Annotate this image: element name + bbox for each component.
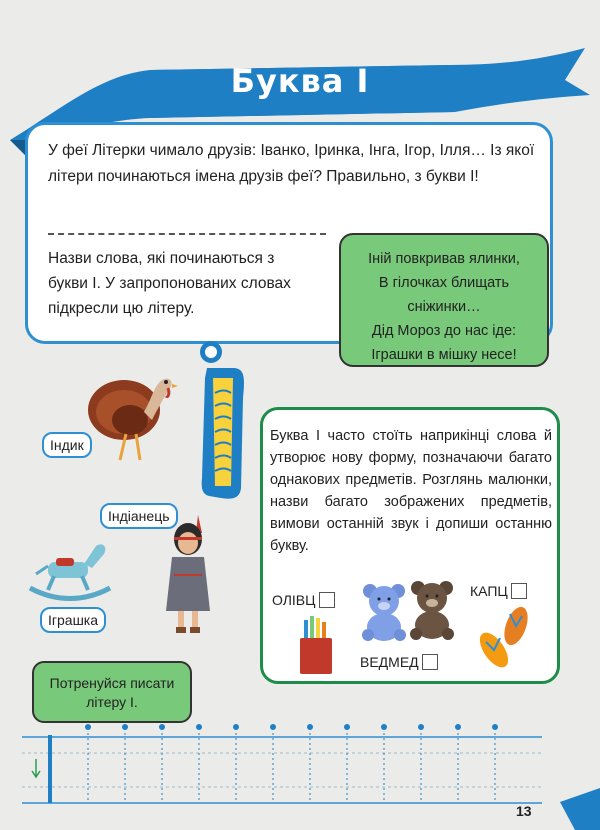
corner-decoration — [555, 780, 600, 830]
rocking-horse-icon — [26, 540, 114, 602]
poem-line: Іній повкривав ялинки, — [368, 251, 520, 267]
word-olivts-label: ОЛІВЦ — [272, 592, 316, 608]
poem-line: Дід Мороз до нас іде: — [371, 323, 517, 339]
answer-box-kapts[interactable] — [511, 583, 527, 599]
practice-text: Потренуйся писати літеру І. — [49, 675, 175, 710]
poem-line: Іграшки в мішку несе! — [371, 347, 517, 363]
page-title: Буква І — [230, 62, 370, 100]
letter-i-illustration — [193, 338, 251, 506]
answer-box-olivts[interactable] — [319, 592, 335, 608]
label-ihrashka: Іграшка — [40, 607, 106, 633]
task-text: Назви слова, які починаються з букви І. У запропонованих словах підкресли цю літеру. — [48, 250, 291, 317]
word-vedmed — [360, 654, 438, 670]
answer-box-vedmed[interactable] — [422, 654, 438, 670]
intro-text: У феї Літерки чимало друзів: Іванко, Іринка, Інга, Ігор, Ілля… Із якої літери починаються імена друзів феї? Правильно, з букви І! — [48, 142, 535, 185]
poem-line: В гілочках блищать сніжинки… — [378, 275, 510, 315]
poem — [343, 247, 545, 367]
info-text: Буква І часто стоїть наприкінці слова й утворює нову форму, позначаючи багато однакових предметів. Розглянь малюнки, назви багато зображених предметів, вимови останній звук і допиши останню букву. — [270, 428, 552, 554]
flip-flops-icon — [474, 604, 534, 674]
label-indyk: Індик — [42, 432, 92, 458]
writing-lines — [22, 715, 542, 810]
word-olivts — [272, 592, 335, 608]
word-vedmed-label: ВЕДМЕД — [360, 654, 419, 670]
brown-bear-icon — [406, 580, 458, 642]
page-number: 13 — [516, 803, 532, 819]
label-indianets: Індіанець — [100, 503, 178, 529]
divider — [48, 233, 326, 235]
turkey-icon — [82, 368, 182, 466]
word-kapts-label: КАПЦ — [470, 583, 508, 599]
native-girl-icon — [158, 515, 218, 637]
word-kapts — [470, 583, 527, 599]
blue-bear-icon — [358, 583, 410, 643]
pencils-icon — [296, 612, 336, 676]
